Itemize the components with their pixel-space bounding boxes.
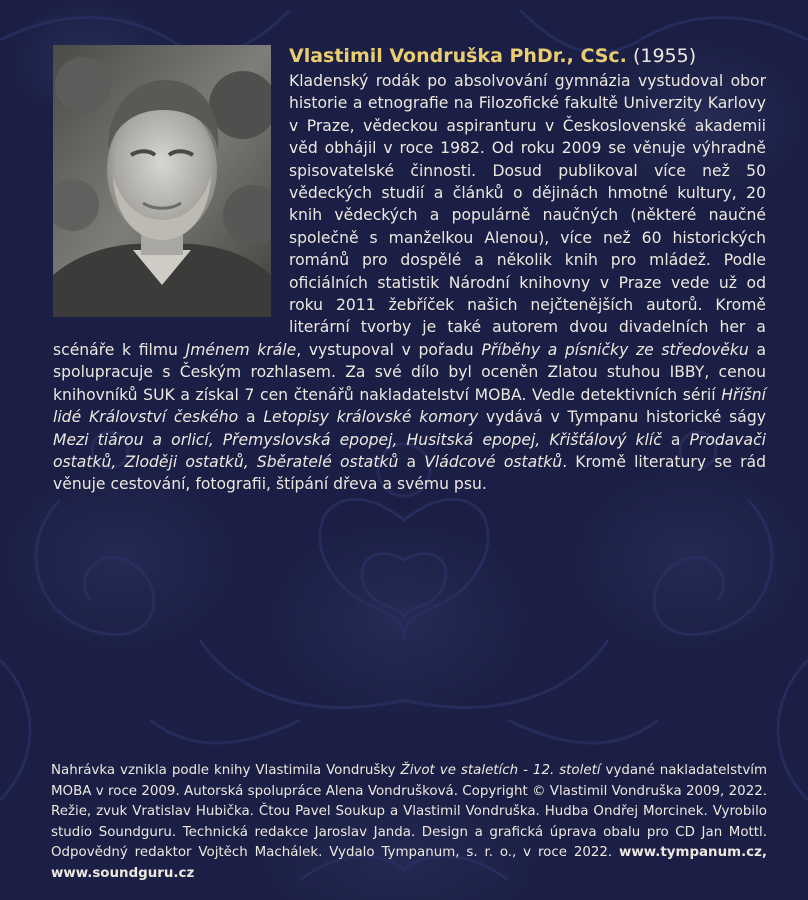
- bio-text: . Kromě literatury se rád věnuje cestování, fotografii, štípání dřeva a svému psu.: [53, 452, 766, 494]
- bio-text: a: [238, 408, 264, 427]
- author-years: (1955): [632, 45, 697, 67]
- bio-series-title: Hříšní lidé Království českého: [53, 385, 766, 427]
- author-biography: [53, 70, 766, 496]
- bio-saga-title: Vládcové ostatků: [424, 452, 563, 471]
- bio-film-title: Jménem krále: [185, 340, 297, 359]
- bio-show-title: Příběhy a písničky ze středověku: [481, 340, 749, 359]
- bio-text: a: [661, 430, 690, 449]
- author-name: Vlastimil Vondruška PhDr., CSc.: [289, 45, 627, 67]
- credits-text: Nahrávka vznikla podle knihy Vlastimila Vondrušky: [51, 763, 401, 778]
- credits-web-links[interactable]: www.tympanum.cz, www.soundguru.cz: [51, 845, 767, 881]
- credits-book-title: Život ve staletích - 12. století: [400, 763, 601, 778]
- bio-text: a: [398, 452, 425, 471]
- production-credits: [51, 761, 767, 884]
- bio-text: , vystupoval v pořadu: [296, 340, 482, 359]
- photo-spacer: [53, 70, 289, 320]
- bio-saga-title: Prodavači ostatků, Zloději ostatků, Sběratelé ostatků: [53, 430, 766, 471]
- bio-series-title: Letopisy královské komory: [263, 408, 479, 427]
- author-heading: [289, 42, 789, 70]
- bio-text: a spolupracuje s Českým rozhlasem. Za své dílo byl oceněn Zlatou stuhou IBBY, cenou knihovníků SUK a získal 7 cen čtenářů nakladatelství MOBA. Vedle detektivních sérií: [53, 340, 766, 404]
- credits-text: vydané nakladatelstvím MOBA v roce 2009. Autorská spolupráce Alena Vondrušková. Copyright © Vlastimil Vondruška 2009, 2022. Režie, zvuk Vratislav Hubička. Čtou Pavel Soukup a Vlastimil Vondruška. Hudba Ondřej Morcinek. Vyrobilo studio Soundguru. Technická redakce Jaroslav Janda. Design a grafická úprava obalu pro CD Jan Mottl. Odpovědný redaktor Vojtěch Machálek. Vydalo Tympanum, s. r. o., v roce 2022.: [51, 763, 768, 860]
- bio-text: Kladenský rodák po absolvování gymnázia vystudoval obor historie a etnografie na Filozofické fakultě Univerzity Karlovy v Praze, vědeckou aspiranturu v Československé akademii věd obhájil v roce 1982. Od roku 2009 se věnuje výhradně spisovatelské činnosti. Dosud publikoval více než 50 vědeckých studií a článků o dějinách hmotné kultury, 20 knih vědeckých a populárně naučných (některé naučné společně s manželkou Alenou), více než 60 historických románů pro dospělé a několik knih pro mládež. Podle oficiálních statistik Národní knihovny v Praze vede už od roku 2011 žebříček našich nejčtenějších autorů. Kromě literární tvorby je také autorem dvou divadelních her a scénáře k filmu: [53, 72, 766, 359]
- bio-text: vydává v Tympanu historické ságy: [478, 408, 766, 427]
- bio-saga-title: Mezi tiárou a orlicí, Přemyslovská epopej, Husitská epopej, Křišťálový klíč: [53, 430, 662, 449]
